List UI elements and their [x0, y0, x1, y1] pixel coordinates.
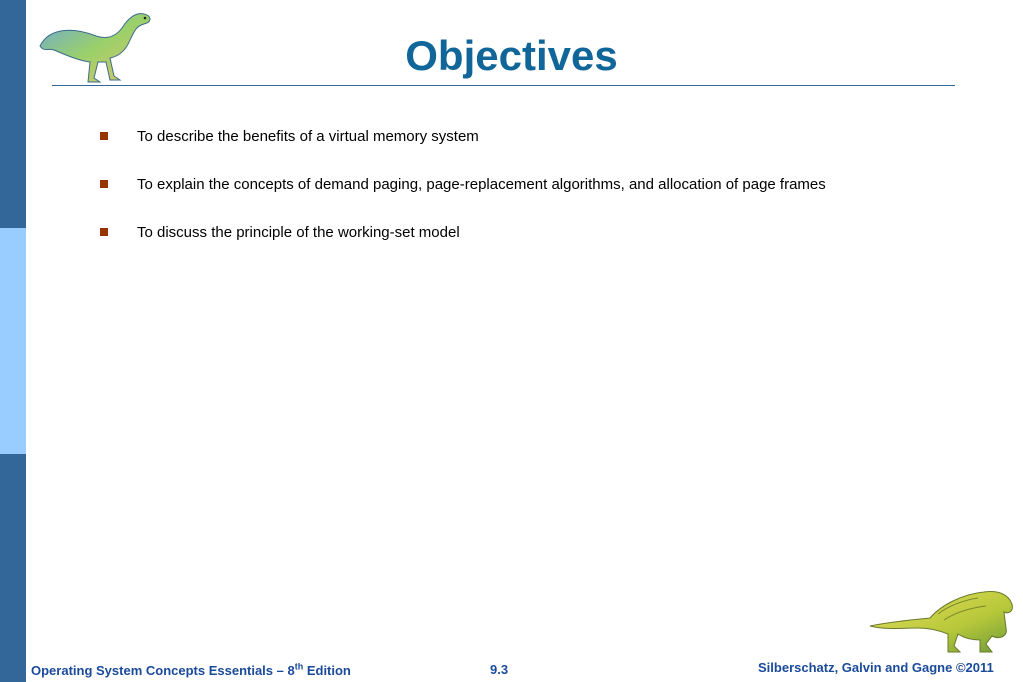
dinosaur-crouching-icon — [868, 584, 1016, 656]
square-bullet-icon — [100, 132, 108, 140]
left-sidebar-highlight — [0, 228, 26, 454]
title-divider — [52, 85, 955, 86]
slide-title: Objectives — [405, 32, 618, 79]
footer-book-title: Operating System Concepts Essentials – 8th Edition — [31, 661, 351, 678]
square-bullet-icon — [100, 228, 108, 236]
bullet-text: To describe the benefits of a virtual memory system — [137, 128, 479, 145]
bullet-text: To discuss the principle of the working-set model — [137, 224, 460, 241]
footer-page-number: 9.3 — [490, 662, 509, 677]
bullet-text: To explain the concepts of demand paging, page-replacement algorithms, and allocation of page frames — [137, 176, 826, 193]
square-bullet-icon — [100, 180, 108, 188]
footer-copyright: Silberschatz, Galvin and Gagne ©2011 — [758, 660, 994, 675]
left-sidebar-band — [0, 0, 26, 682]
